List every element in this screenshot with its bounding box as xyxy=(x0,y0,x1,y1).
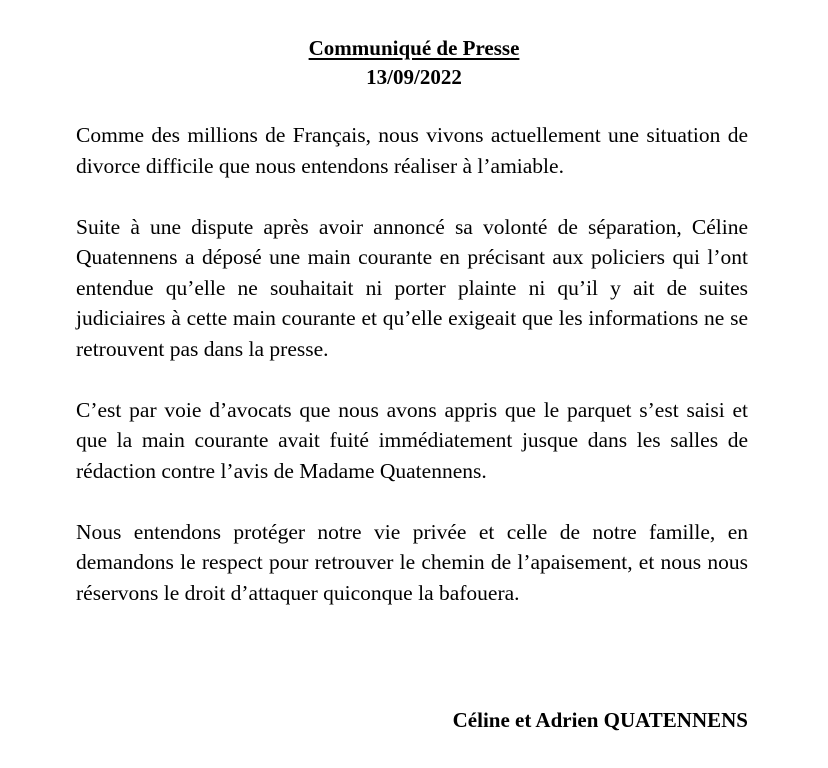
paragraph-1: Comme des millions de Français, nous vivons actuellement une situation de divorce difficile que nous entendons réaliser à l’amiable. xyxy=(76,123,748,178)
paragraph-3: C’est par voie d’avocats que nous avons appris que le parquet s’est saisi et que la main courante avait fuité immédiatement jusque dans les salles de rédaction contre l’avis de Madame Quatennens. xyxy=(76,397,748,483)
signature: Céline et Adrien QUATENNENS xyxy=(452,708,748,732)
paragraph-2: Suite à une dispute après avoir annoncé sa volonté de séparation, Céline Quatennens a déposé une main courante en précisant aux policiers qui l’ont entendue qu’elle ne souhaitait ni porter plainte ni qu’il y ait de suites judiciaires à cette main courante et qu’elle exigeait que les informations ne se retrouvent pas dans la presse. xyxy=(76,214,748,361)
press-release-header xyxy=(0,34,828,92)
document-body xyxy=(76,120,748,639)
document-date: 13/09/2022 xyxy=(366,65,462,89)
document-title: Communiqué de Presse xyxy=(308,36,520,60)
paragraph-4: Nous entendons protéger notre vie privée et celle de notre famille, en demandons le respect pour retrouver le chemin de l’apaisement, et nous nous réservons le droit d’attaquer quiconque la bafouera. xyxy=(76,519,748,605)
